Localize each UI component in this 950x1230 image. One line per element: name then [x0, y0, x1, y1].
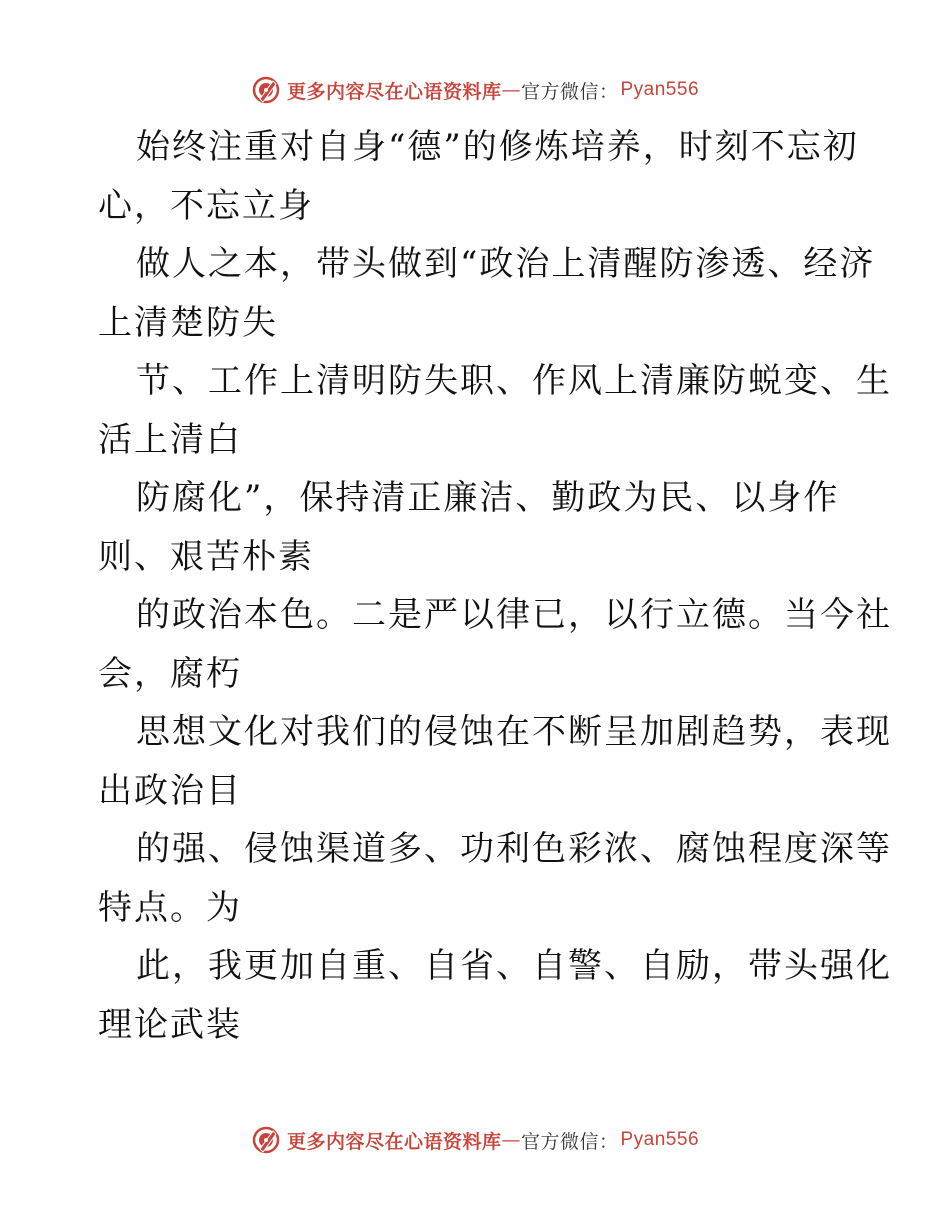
body-line: 理论武装: [98, 1004, 242, 1045]
body-line: 此，我更加自重、自省、自警、自励，带头强化: [136, 946, 892, 986]
banner-wechat-id: Pyan556: [620, 1129, 700, 1150]
footer-banner: [0, 1120, 950, 1160]
header-banner: [0, 70, 950, 110]
body-line: 思想文化对我们的侵蚀在不断呈加剧趋势，表现: [136, 712, 892, 752]
body-line: 特点。为: [98, 887, 242, 928]
body-line: 防腐化”，保持清正廉洁、勤政为民、以身作: [136, 478, 840, 518]
banner-separator: —: [501, 1129, 521, 1151]
body-line: 节、工作上清明防失职、作风上清廉防蜕变、生: [136, 361, 892, 401]
document-body: [98, 118, 892, 1054]
pen-nib-logo-icon: [251, 75, 281, 105]
body-line: 则、艰苦朴素: [98, 536, 314, 577]
body-line: 始终注重对自身“德”的修炼培养，时刻不忘初: [136, 127, 859, 167]
body-line: 的强、侵蚀渠道多、功利色彩浓、腐蚀程度深等: [136, 829, 892, 869]
pen-nib-logo-icon: [251, 1125, 281, 1155]
body-line: 的政治本色。二是严以律已，以行立德。当今社: [136, 595, 892, 635]
body-line: 活上清白: [98, 419, 242, 460]
banner-wechat-label: 官方微信：: [520, 80, 619, 103]
body-line: 心，不忘立身: [98, 185, 314, 226]
banner-separator: —: [501, 79, 521, 101]
banner-site-name: 更多内容尽在心语资料库: [286, 1130, 502, 1153]
body-line: 会，腐朽: [98, 653, 242, 694]
body-line: 出政治目: [98, 770, 242, 811]
banner-wechat-id: Pyan556: [620, 79, 700, 100]
body-line: 做人之本，带头做到“政治上清醒防渗透、经济: [136, 244, 876, 284]
body-line: 上清楚防失: [98, 302, 278, 343]
banner-wechat-label: 官方微信：: [520, 1130, 619, 1153]
banner-site-name: 更多内容尽在心语资料库: [286, 80, 502, 103]
